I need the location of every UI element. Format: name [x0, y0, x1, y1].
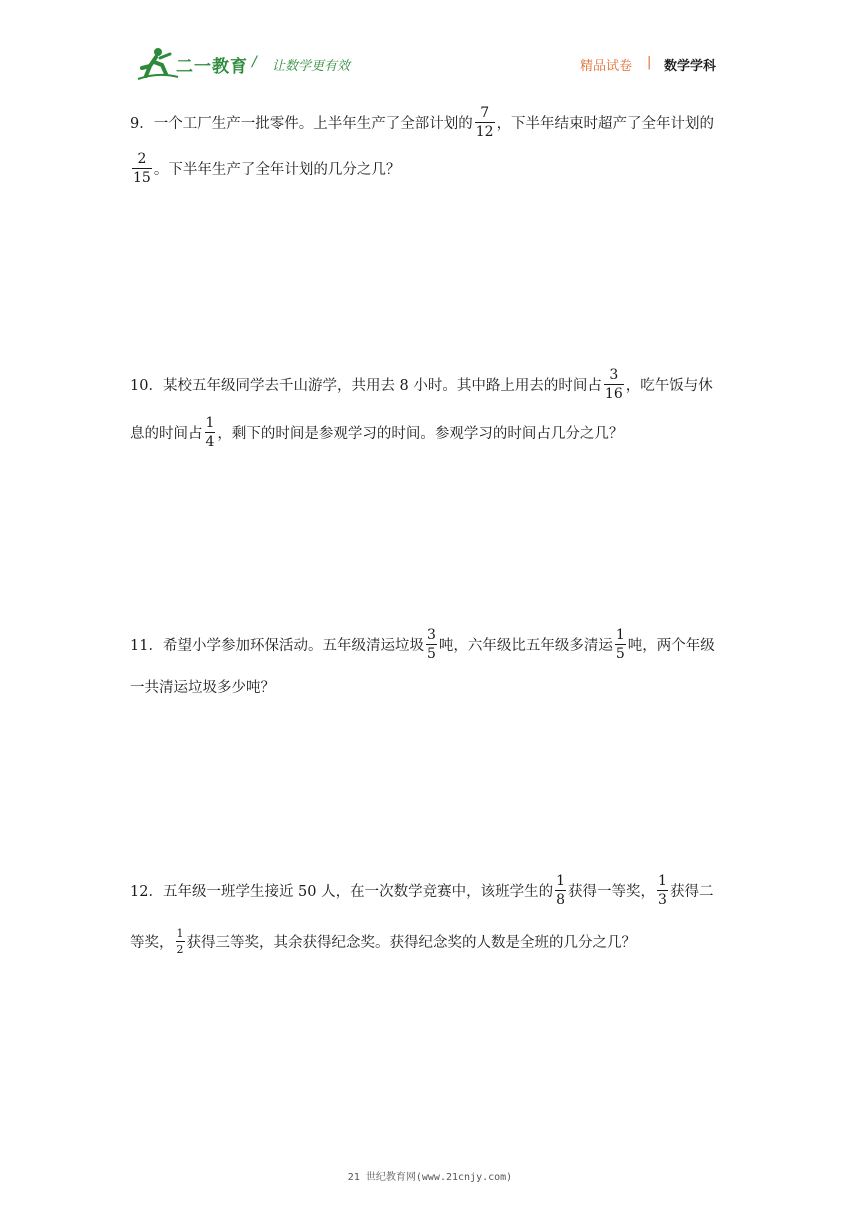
denominator: 5: [426, 646, 436, 662]
fraction: [176, 928, 185, 955]
denominator: 5: [615, 646, 625, 662]
page-header: [0, 0, 860, 90]
question-text: 吨，六年级比五年级多清运: [438, 638, 613, 654]
denominator: 3: [658, 892, 667, 908]
question-text: 获得二: [669, 884, 714, 900]
question-text: 某校五年级同学去千山游学，共用去 8 小时。其中路上用去的时间占: [162, 378, 602, 394]
question-number: 10．: [130, 378, 163, 394]
question-number: 12．: [130, 884, 163, 900]
fraction: [615, 628, 626, 661]
numerator: 1: [615, 627, 625, 643]
question-text: 吨，两个年级: [627, 638, 715, 654]
denominator: 12: [475, 124, 494, 140]
question-text: 。下半年生产了全年计划的几分之几？: [153, 162, 401, 178]
tag-separator: |: [647, 55, 652, 70]
question-number: 9．: [130, 116, 154, 132]
question-text: 获得一等奖，: [568, 884, 656, 900]
numerator: 1: [205, 415, 215, 431]
brand-name: 二一教育: [176, 57, 248, 77]
fraction: [426, 628, 437, 661]
question-text: 一个工厂生产一批零件。上半年生产了全部计划的: [153, 116, 473, 132]
fraction: [657, 874, 668, 907]
numerator: 1: [658, 873, 667, 889]
question-number: 11．: [130, 638, 163, 654]
page-footer: 21 世纪教育网(www.21cnjy.com): [347, 1172, 513, 1183]
header-slogan: 让数学更有效: [272, 59, 351, 74]
numerator: 1: [176, 927, 184, 940]
running-figure-logo-icon: [136, 46, 180, 80]
question-text: 希望小学参加环保活动。五年级清运垃圾: [162, 638, 424, 654]
tag-subject: 数学学科: [664, 59, 717, 74]
header-divider: /: [252, 54, 257, 70]
fraction: [555, 874, 566, 907]
fraction: [205, 416, 216, 449]
numerator: 3: [426, 627, 436, 643]
question-text: 获得三等奖，其余获得纪念奖。获得纪念奖的人数是全班的几分之几？: [186, 935, 636, 951]
numerator: 3: [609, 367, 619, 383]
numerator: 7: [480, 105, 490, 121]
fraction: [475, 106, 495, 139]
denominator: 4: [205, 434, 215, 450]
fraction: [604, 368, 624, 401]
question-text: 一共清运垃圾多少吨？: [130, 680, 275, 696]
numerator: 1: [556, 873, 566, 889]
denominator: 15: [133, 170, 151, 186]
numerator: 2: [137, 151, 147, 167]
tag-premium-paper: 精品试卷: [580, 59, 633, 74]
denominator: 16: [604, 386, 623, 402]
question-text: ，吃午饭与休: [625, 378, 713, 394]
question-text: 息的时间占: [130, 426, 203, 442]
question-text: ，剩下的时间是参观学习的时间。参观学习的时间占几分之几？: [217, 426, 624, 442]
question-text: ，下半年结束时超产了全年计划的: [496, 116, 715, 132]
denominator: 8: [556, 892, 566, 908]
question-text: 等奖，: [130, 935, 174, 951]
question-text: 五年级一班学生接近 50 人，在一次数学竞赛中，该班学生的: [162, 884, 554, 900]
denominator: 2: [176, 943, 184, 956]
fraction: [132, 152, 152, 185]
